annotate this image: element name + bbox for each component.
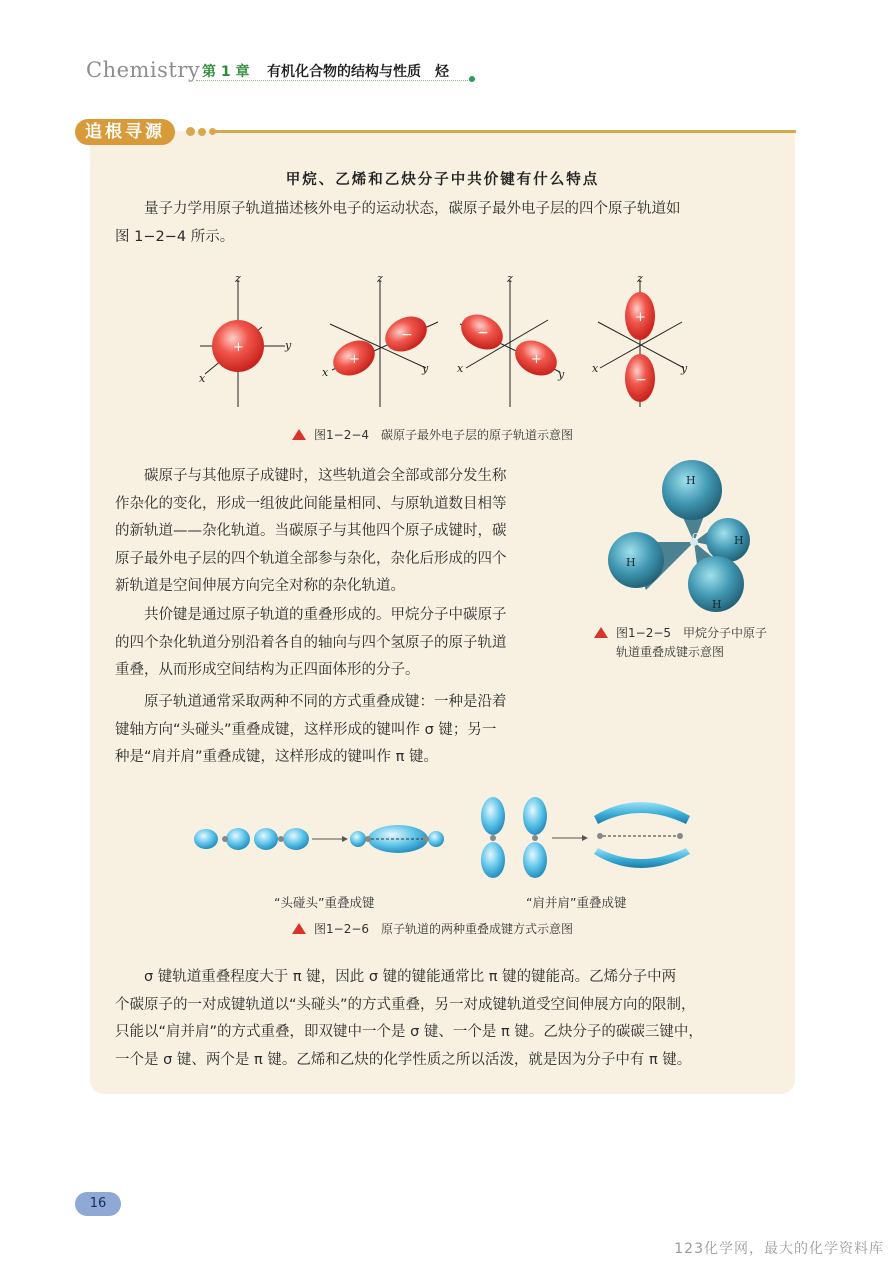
px-orbital — [322, 272, 438, 407]
header-title: 有机化合物的结构与性质 烃 — [267, 64, 449, 80]
axis-label-x: x — [592, 362, 599, 375]
body-line: 新轨道是空间伸展方向完全对称的杂化轨道。 — [115, 578, 405, 594]
atom-label-h: H — [626, 556, 636, 569]
watermark-text: 123化学网，最大的化学资料库 — [674, 1241, 884, 1257]
axis-label-z: z — [507, 272, 513, 285]
sigma-label: “头碰头”重叠成键 — [274, 895, 375, 910]
bond-overlap-diagram — [0, 792, 892, 892]
axis-label-y: y — [681, 362, 688, 375]
badge-dot — [198, 128, 206, 136]
badge-dot — [186, 127, 195, 136]
plus-sign: + — [233, 340, 244, 355]
axis-label-x: x — [199, 372, 206, 385]
atom-label-h: H — [734, 534, 744, 547]
sigma-after — [350, 825, 444, 853]
methane-orbital-diagram — [606, 460, 756, 620]
minus-sign: − — [401, 327, 413, 343]
section-title: 甲烷、乙烯和乙炔分子中共价键有什么特点 — [285, 172, 600, 188]
pi-before — [481, 797, 547, 878]
minus-sign: − — [477, 325, 489, 341]
pz-orbital — [592, 272, 688, 407]
pi-after — [594, 802, 690, 868]
final-line: 个碳原子的一对成键轨道以“头碰头”的方式重叠，另一对成键轨道受空间伸展方向的限制， — [115, 996, 696, 1013]
box-top-rule — [214, 130, 796, 133]
section-badge: 追根寻源 — [75, 119, 175, 145]
body-line: 共价键是通过原子轨道的重叠形成的。甲烷分子中碳原子 — [144, 607, 507, 623]
final-paragraph — [115, 964, 780, 1074]
figure-caption: 图1−2−4 碳原子最外电子层的原子轨道示意图 — [292, 426, 573, 443]
body-line: 碳原子与其他原子成键时，这些轨道会全部或部分发生称 — [144, 468, 507, 484]
header-dot — [469, 76, 475, 82]
axis-label-x: x — [457, 362, 464, 375]
caption-triangle-icon — [292, 923, 306, 934]
body-line: 的新轨道——杂化轨道。当碳原子与其他四个原子成键时，碳 — [115, 523, 507, 539]
intro-paragraph — [115, 196, 780, 251]
body-line: 作杂化的变化，形成一组彼此间能量相同、与原轨道数目相等 — [115, 495, 507, 512]
final-line: σ 键轨道重叠程度大于 π 键，因此 σ 键的键能通常比 π 键的键能高。乙烯分子中两 — [144, 969, 677, 985]
atom-label-h: H — [686, 474, 696, 487]
orbital-diagram — [0, 272, 892, 432]
body-line: 种是“肩并肩”重叠成键，这样形成的键叫作 π 键。 — [115, 749, 438, 765]
intro-line: 图 1−2−4 所示。 — [115, 228, 235, 245]
plus-sign: + — [349, 352, 360, 367]
axis-label-y: y — [422, 362, 429, 375]
body-line: 的四个杂化轨道分别沿着各自的轴向与四个氢原子的原子轨道 — [115, 634, 507, 651]
body-line: 键轴方向“头碰头”重叠成键，这样形成的键叫作 σ 键；另一 — [115, 721, 497, 738]
atom-label-h: H — [712, 598, 722, 611]
body-paragraph-2 — [115, 602, 575, 685]
sigma-before — [194, 828, 309, 850]
body-line: 原子轨道通常采取两种不同的方式重叠成键：一种是沿着 — [144, 694, 507, 710]
axis-label-z: z — [235, 272, 241, 285]
page-number: 16 — [75, 1192, 121, 1216]
axis-label-z: z — [377, 272, 383, 285]
body-line: 重叠，从而形成空间结构为正四面体形的分子。 — [115, 662, 420, 678]
badge-dot — [209, 128, 216, 135]
body-paragraph-3 — [115, 689, 575, 772]
final-line: 只能以“肩并肩”的方式重叠，即双键中一个是 σ 键、一个是 π 键。乙炔分子的碳碳三键中， — [115, 1024, 703, 1040]
figure-caption: 图1−2−6 原子轨道的两种重叠成键方式示意图 — [292, 920, 573, 937]
axis-label-y: y — [558, 368, 565, 381]
s-orbital — [199, 272, 292, 407]
plus-sign: + — [635, 310, 646, 325]
py-orbital — [455, 272, 565, 407]
caption-triangle-icon — [594, 627, 608, 638]
plus-sign: + — [531, 352, 542, 367]
pi-label: “肩并肩”重叠成键 — [526, 895, 627, 910]
axis-label-z: z — [637, 272, 643, 285]
header-brand: Chemistry — [86, 58, 201, 82]
header-dotted-line — [196, 80, 472, 81]
header-chapter: 第 1 章 — [202, 64, 250, 80]
minus-sign: − — [635, 372, 647, 388]
atom-label-c: C — [692, 533, 699, 543]
caption-triangle-icon — [292, 429, 306, 440]
intro-line: 量子力学用原子轨道描述核外电子的运动状态，碳原子最外电子层的四个原子轨道如 — [144, 201, 681, 217]
body-paragraph-1 — [115, 463, 575, 601]
axis-label-y: y — [285, 339, 292, 352]
axis-label-x: x — [322, 366, 329, 379]
body-line: 原子最外电子层的四个轨道全部参与杂化，杂化后形成的四个 — [115, 550, 507, 567]
final-line: 一个是 σ 键、两个是 π 键。乙烯和乙炔的化学性质之所以活泼，就是因为分子中有 π 键。 — [115, 1051, 692, 1068]
figure-caption: 图1−2−5 甲烷分子中原子 轨道重叠成键示意图 — [594, 624, 767, 662]
